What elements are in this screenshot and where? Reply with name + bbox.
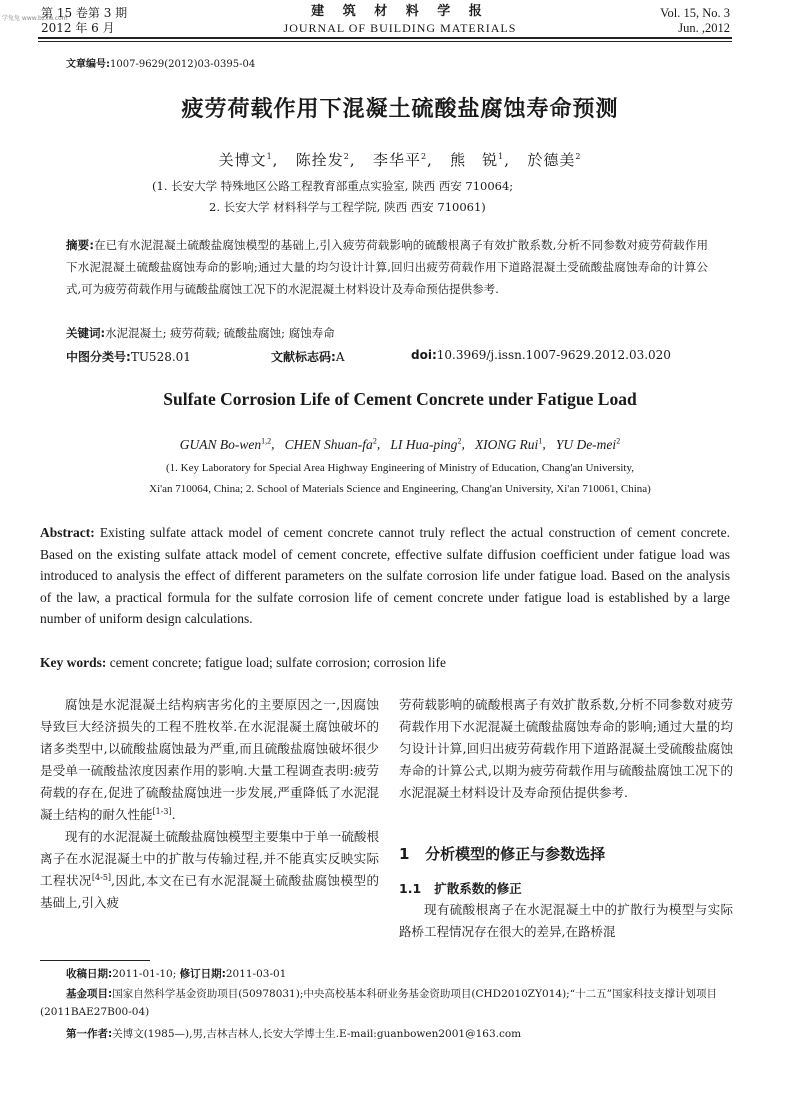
author-cn: 关博文$^1$ xyxy=(218,151,273,169)
article-number-label: 文章编号: xyxy=(66,59,110,70)
author-cn: 熊 锐$^1$ xyxy=(450,151,505,169)
author-en: LI Hua-ping$^2$ xyxy=(390,436,462,452)
received-date: 2011-01-10; xyxy=(112,968,177,980)
abstract-cn-text: 在已有水泥混凝土硫酸盐腐蚀模型的基础上,引入疲劳荷载影响的硫酸根离子有效扩散系数,分析不同参数对疲劳荷载作用下水泥混凝土硫酸盐腐蚀寿命的影响;通过大量的均匀设计计算,回归出疲劳荷载作用下道路混凝土受硫酸盐腐蚀寿命的计算公式,可为疲劳荷载作用与硫酸盐腐蚀工况下的水泥混凝土材料设计及寿命预估提供参考. xyxy=(66,238,708,296)
affiliation-en-line-1: (1. Key Laboratory for Special Area Highway Engineering of Ministry of Education, Chang'an University, xyxy=(165,462,635,474)
revised-date: 2011-03-01 xyxy=(225,968,287,980)
citation-ref: [1-3] xyxy=(152,806,172,816)
body-column-right-cont xyxy=(399,899,733,943)
header-rule-thin xyxy=(38,41,732,42)
body-column-left xyxy=(40,694,379,914)
clc-value: TU528.01 xyxy=(130,350,191,364)
body-column-right xyxy=(399,694,733,804)
footnote-rule xyxy=(40,960,150,961)
abstract-cn xyxy=(66,234,708,300)
funding-text: 国家自然科学基金资助项目(50978031);中央高校基本科研业务基金资助项目(CHD2010ZY014);“十二五”国家科技支撑计划项目(2011BAE27B00-04) xyxy=(40,988,717,1018)
header-vol-issue-en: Vol. 15, No. 3 xyxy=(660,6,730,20)
abstract-en-label: Abstract: xyxy=(40,525,95,540)
affiliation-cn-line-1: (1. 长安大学 特殊地区公路工程教育部重点实验室, 陕西 西安 710064; xyxy=(152,179,514,193)
article-number-value: 1007-9629(2012)03-0395-04 xyxy=(110,59,256,70)
paper-title-cn: 疲劳荷载作用下混凝土硫酸盐腐蚀寿命预测 xyxy=(181,97,619,122)
header-vol-issue-cn: 第 15 卷第 3 期 xyxy=(41,6,128,20)
section-heading: 1 分析模型的修正与参数选择 xyxy=(399,845,606,863)
body-paragraph: 劳荷载影响的硫酸根离子有效扩散系数,分析不同参数对疲劳荷载作用下水泥混凝土硫酸盐腐蚀寿命的影响;通过大量的均匀设计计算,回归出疲劳荷载作用下道路混凝土受硫酸盐腐蚀寿命的计算公式,以期为疲劳荷载作用与硫酸盐腐蚀工况下的水泥混凝土材料设计及寿命预估提供参考. xyxy=(399,697,733,800)
footnote-funding: 基金项目:国家自然科学基金资助项目(50978031);中央高校基本科研业务基金资助项目(CHD2010ZY014);“十二五”国家科技支撑计划项目(2011BAE27B00-04) xyxy=(40,988,717,1018)
header-journal-cn: 建 筑 材 料 学 报 xyxy=(311,4,489,19)
header-date-en: Jun. ,2012 xyxy=(678,21,730,35)
body-paragraph: 腐蚀是水泥混凝土结构病害劣化的主要原因之一,因腐蚀导致巨大经济损失的工程不胜枚举.在水泥混凝土腐蚀破坏的诸多类型中,以硫酸盐腐蚀最为严重,而且硫酸盐腐蚀破坏很少是受单一硫酸盐浓度因素作用的影响.大量工程调查表明:疲劳荷载的存在,促进了硫酸盐腐蚀进一步发展,严重降低了水泥混凝土结构的耐久性能[1-3]. xyxy=(40,697,379,822)
affiliation-en-line-2: Xi'an 710064, China; 2. School of Materials Science and Engineering, Chang'an University, Xi'an 710061, China) xyxy=(149,483,651,495)
author-en: XIONG Rui$^1$ xyxy=(474,436,543,452)
citation-ref: [4-5] xyxy=(91,872,112,882)
keywords-cn-text: 水泥混凝土; 疲劳荷载; 硫酸盐腐蚀; 腐蚀寿命 xyxy=(105,326,335,340)
body-paragraph: 现有硫酸根离子在水泥混凝土中的扩散行为模型与实际路桥工程情况存在很大的差异,在路桥混 xyxy=(399,902,733,939)
header-rule-thick xyxy=(38,37,732,39)
footnote-first-author: 第一作者:关博文(1985—),男,吉林吉林人,长安大学博士生.E-mail:guanbowen2001@163.com xyxy=(66,1028,522,1040)
abstract-en-text: Existing sulfate attack model of cement concrete cannot truly reflect the actual construction of cement concrete. Based on the existing sulfate attack model of cement concrete, effective sulfate diffusion coefficient under fatigue load was introduced to analysis the effect of different parameters on the sulfate corrosion life under fatigue load. Based on the analysis of the law, a practical formula for the sulfate corrosion life of cement concrete under fatigue load is established by a large number of uniform design calculations. xyxy=(40,525,730,626)
affiliation-cn-line-2: 2. 长安大学 材料科学与工程学院, 陕西 西安 710061) xyxy=(209,200,486,214)
doi-value: 10.3969/j.issn.1007-9629.2012.03.020 xyxy=(436,348,671,362)
first-author-text: 关博文(1985—),男,吉林吉林人,长安大学博士生.E-mail:guanbowen2001@163.com xyxy=(112,1028,522,1040)
footnote-dates: 收稿日期:2011-01-10; 修订日期:2011-03-01 xyxy=(66,968,287,980)
clc-number: 中图分类号:TU528.01 xyxy=(66,350,191,364)
paper-title-en: Sulfate Corrosion Life of Cement Concrete under Fatigue Load xyxy=(163,389,637,409)
keywords-en-text: cement concrete; fatigue load; sulfate corrosion; corrosion life xyxy=(106,655,446,670)
author-cn: 陈拴发$^2$ xyxy=(295,151,350,169)
document-code-value: A xyxy=(335,350,345,364)
author-list-cn: 关博文$^1$, 陈拴发$^2$, 李华平$^2$, 熊 锐$^1$, 於德美$^2$ xyxy=(218,151,582,169)
author-cn: 於德美$^2$ xyxy=(527,151,582,169)
keywords-cn xyxy=(66,322,708,344)
body-paragraph: 现有的水泥混凝土硫酸盐腐蚀模型主要集中于单一硫酸根离子在水泥混凝土中的扩散与传输过程,并不能真实反映实际工程状况[4-5],因此,本文在已有水泥混凝土硫酸盐腐蚀模型的基础上,引入疲 xyxy=(40,829,379,910)
doi: doi:10.3969/j.issn.1007-9629.2012.03.020 xyxy=(411,348,671,362)
watermark-text: 学兔兔 www.bzxw.com xyxy=(2,15,68,22)
document-code: 文献标志码:A xyxy=(271,350,345,364)
author-en: CHEN Shuan-$fa^2$ xyxy=(284,436,377,452)
abstract-en xyxy=(40,522,730,630)
header-date-cn: 2012 年 6 月 xyxy=(41,21,115,35)
keywords-en-label: Key words: xyxy=(40,655,107,670)
keywords-en xyxy=(40,655,446,671)
abstract-cn-label: 摘要: xyxy=(66,238,94,252)
keywords-cn-label: 关键词: xyxy=(66,326,106,340)
author-en: GUAN Bo-wen$^{1,2}$ xyxy=(179,436,272,452)
header-journal-en: JOURNAL OF BUILDING MATERIALS xyxy=(283,21,517,35)
article-number xyxy=(66,55,255,70)
author-en: YU De-mei$^2$ xyxy=(555,436,621,452)
author-cn: 李华平$^2$ xyxy=(372,151,428,169)
subsection-heading: 1.1 扩散系数的修正 xyxy=(399,881,522,896)
author-list-en: GUAN Bo-wen$^{1,2}$, CHEN Shuan-$fa^2$, LI Hua-ping$^2$, XIONG Rui$^1$, YU De-mei$^2$ xyxy=(179,436,621,452)
